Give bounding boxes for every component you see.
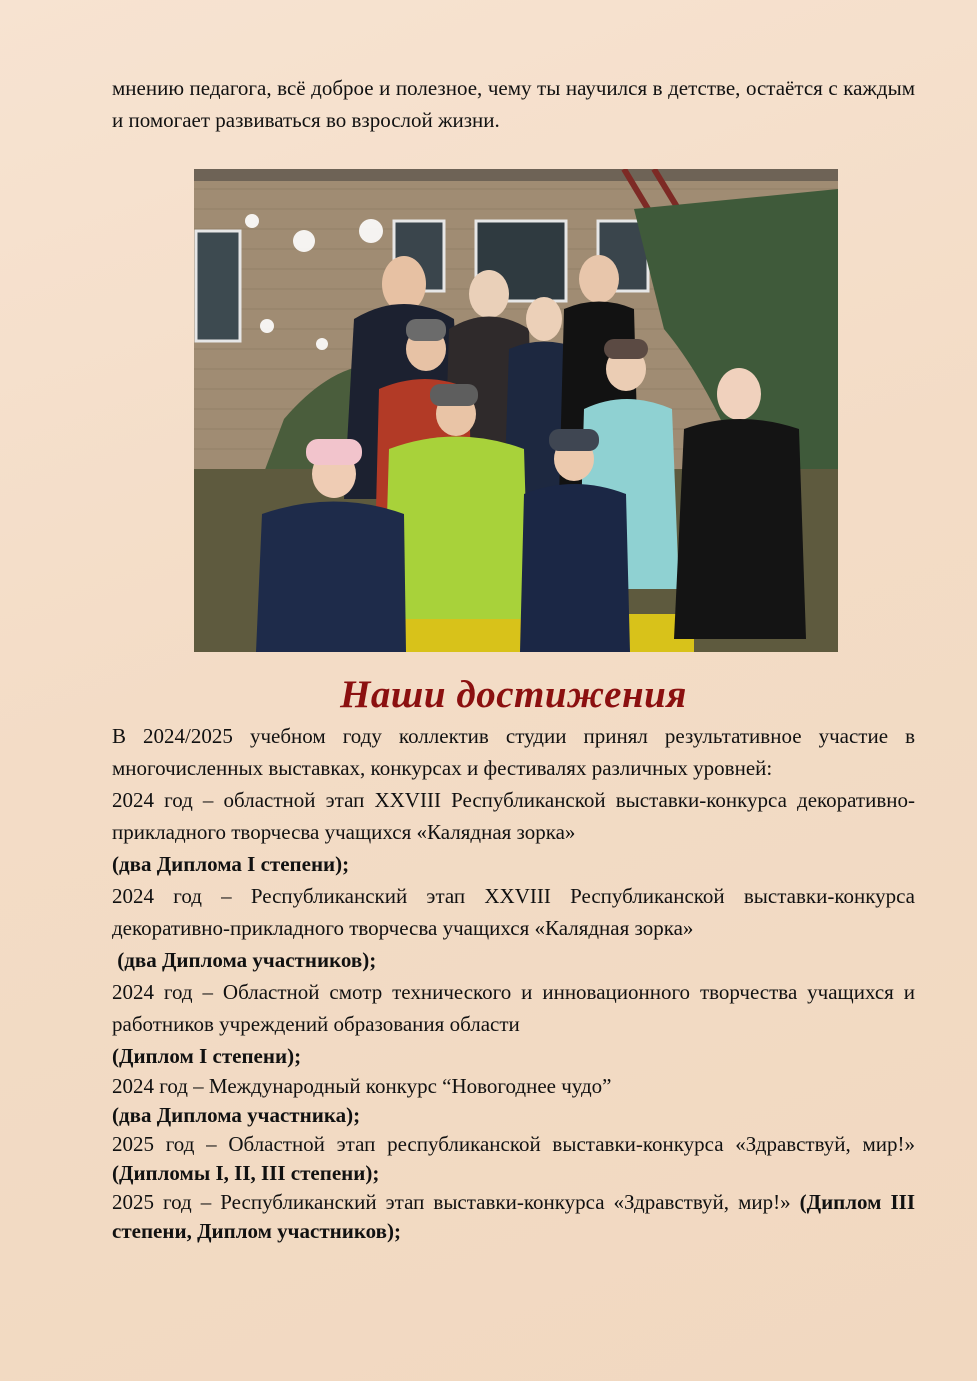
achievement-award: (два Диплома участника); <box>112 1103 361 1127</box>
achievement-text: 2025 год – Областной этап республиканской выставки-конкурса «Здравствуй, мир!» <box>112 1132 915 1156</box>
lead-paragraph: В 2024/2025 учебном году коллектив студии принял результативное участие в многочисленных выставках, конкурсах и фестивалях различных уровней: <box>112 724 915 780</box>
achievement-item <box>112 784 915 848</box>
group-photo <box>194 169 838 652</box>
document-page <box>112 72 915 1246</box>
achievement-text: 2024 год – Международный конкурс “Новогоднее чудо” <box>112 1074 612 1098</box>
achievement-award: (Диплом III степени, Диплом участников); <box>112 1190 915 1243</box>
achievement-item <box>112 1072 915 1101</box>
achievement-item <box>112 880 915 944</box>
achievement-award: (два Диплома I степени); <box>112 852 350 876</box>
achievement-item <box>112 1188 915 1246</box>
achievement-item <box>112 976 915 1040</box>
section-title: Наши достижения <box>340 673 687 716</box>
group-photo-illustration <box>194 169 838 652</box>
achievement-text: 2024 год – областной этап XXVIII Республиканской выставки-конкурса декоративно-прикладного творчесва учащихся «Калядная зорка» <box>112 788 915 844</box>
intro-paragraph: мнению педагога, всё доброе и полезное, чему ты научился в детстве, остаётся с каждым и помогает развиваться во взрослой жизни. <box>112 76 915 132</box>
achievement-text: 2024 год – Областной смотр технического и инновационного творчества учащихся и работников учреждений образования области <box>112 980 915 1036</box>
achievement-text: 2025 год – Республиканский этап выставки-конкурса «Здравствуй, мир!» <box>112 1190 800 1214</box>
achievements-list <box>112 784 915 1246</box>
achievement-award: (два Диплома участников); <box>112 948 377 972</box>
achievement-award: (Дипломы I, II, III степени); <box>112 1161 380 1185</box>
achievement-text: 2024 год – Республиканский этап XXVIII Республиканской выставки-конкурса декоративно-прикладного творчесва учащихся «Калядная зорка» <box>112 884 915 940</box>
achievement-award: (Диплом I степени); <box>112 1044 302 1068</box>
achievement-item <box>112 1130 915 1188</box>
